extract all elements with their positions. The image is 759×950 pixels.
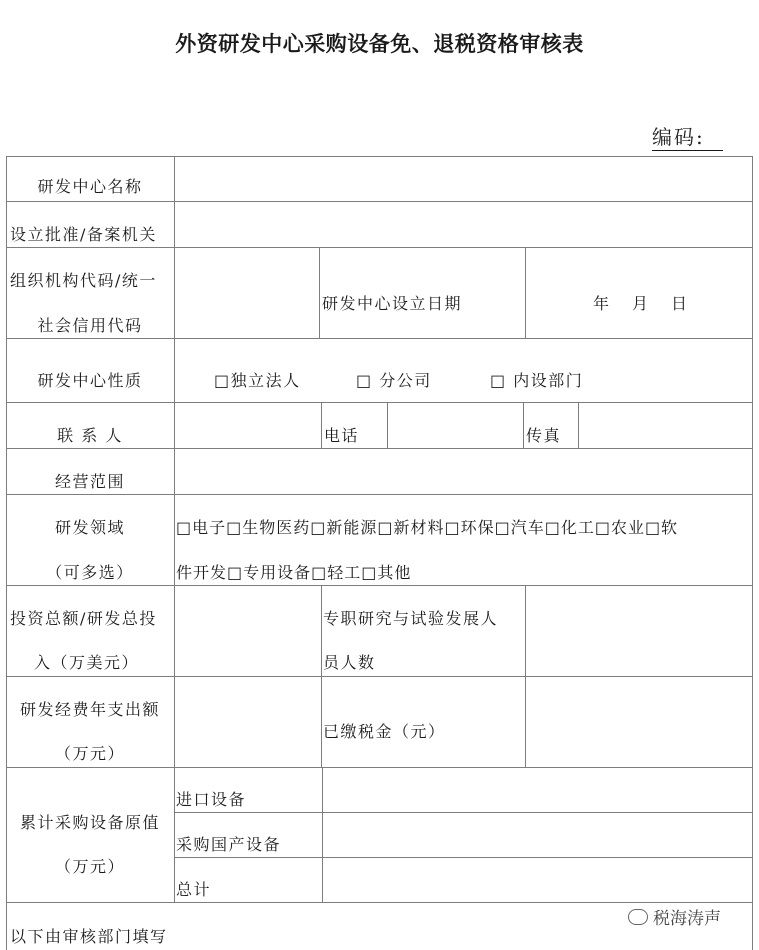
label-equipment-value-unit: （万元） [54,857,125,876]
label-contact: 联 系 人 [57,426,123,445]
wechat-icon [628,909,648,925]
label-rd-staff-cont: 员人数 [323,653,376,672]
label-center-name: 研发中心名称 [37,177,143,196]
column-divider [525,585,526,767]
label-approval-authority: 设立批准/备案机关 [10,225,157,244]
rd-field-options[interactable]: □电子□生物医药□新能源□新材料□环保□汽车□化工□农业□软 [176,518,679,537]
label-rd-field: 研发领域 [54,518,125,537]
label-total: 总计 [176,880,212,899]
label-rd-expense-unit: （万元） [54,744,125,763]
column-divider [387,402,388,448]
row-divider [6,676,753,677]
nature-option-internal[interactable]: □ 内设部门 [490,371,584,390]
label-nature: 研发中心性质 [37,371,143,390]
document-title: 外资研发中心采购设备免、退税资格审核表 [175,31,584,56]
label-setup-date: 研发中心设立日期 [322,294,463,313]
label-review-section: 以下由审核部门填写 [10,927,168,946]
nature-option-independent[interactable]: □独立法人 [214,371,301,390]
row-divider [6,494,753,495]
row-divider [6,448,753,449]
label-rd-field-note: （可多选） [46,563,134,582]
column-divider [578,402,579,448]
watermark [628,904,721,929]
label-org-code-cont: 社会信用代码 [37,316,143,335]
row-divider [6,338,753,339]
row-divider [174,857,753,858]
date-day-label: 日 [671,294,689,313]
date-month-label: 月 [632,294,650,313]
label-fax: 传真 [526,426,562,445]
column-divider [319,247,320,338]
label-domestic-equipment: 采购国产设备 [176,835,282,854]
column-divider [321,402,322,448]
row-divider [6,767,753,768]
label-business-scope: 经营范围 [54,472,125,491]
watermark-text: 税海涛声 [653,909,721,929]
form-border-right [752,156,753,950]
rd-field-options-cont[interactable]: 件开发□专用设备□轻工□其他 [176,563,412,582]
column-divider [523,402,524,448]
code-label: 编码: [652,124,723,151]
column-divider [322,767,323,902]
label-investment-cont: 入（万美元） [34,653,140,672]
column-divider [525,247,526,338]
label-equipment-value: 累计采购设备原值 [19,813,160,832]
row-divider [6,902,753,903]
label-rd-staff: 专职研究与试验发展人 [323,609,499,628]
label-tax-paid: 已缴税金（元） [323,722,446,741]
label-org-code: 组织机构代码/统一 [10,271,157,290]
nature-option-branch[interactable]: □ 分公司 [356,371,432,390]
row-divider [6,402,753,403]
row-divider [6,247,753,248]
label-imported-equipment: 进口设备 [176,790,247,809]
label-investment: 投资总额/研发总投 [10,609,157,628]
row-divider [6,201,753,202]
row-divider [6,585,753,586]
date-year-label: 年 [593,294,611,313]
row-divider [174,812,753,813]
label-column-divider [174,156,175,902]
form-border-top [6,156,753,157]
label-phone: 电话 [324,426,360,445]
label-rd-expense: 研发经费年支出额 [19,700,160,719]
column-divider [321,585,322,767]
